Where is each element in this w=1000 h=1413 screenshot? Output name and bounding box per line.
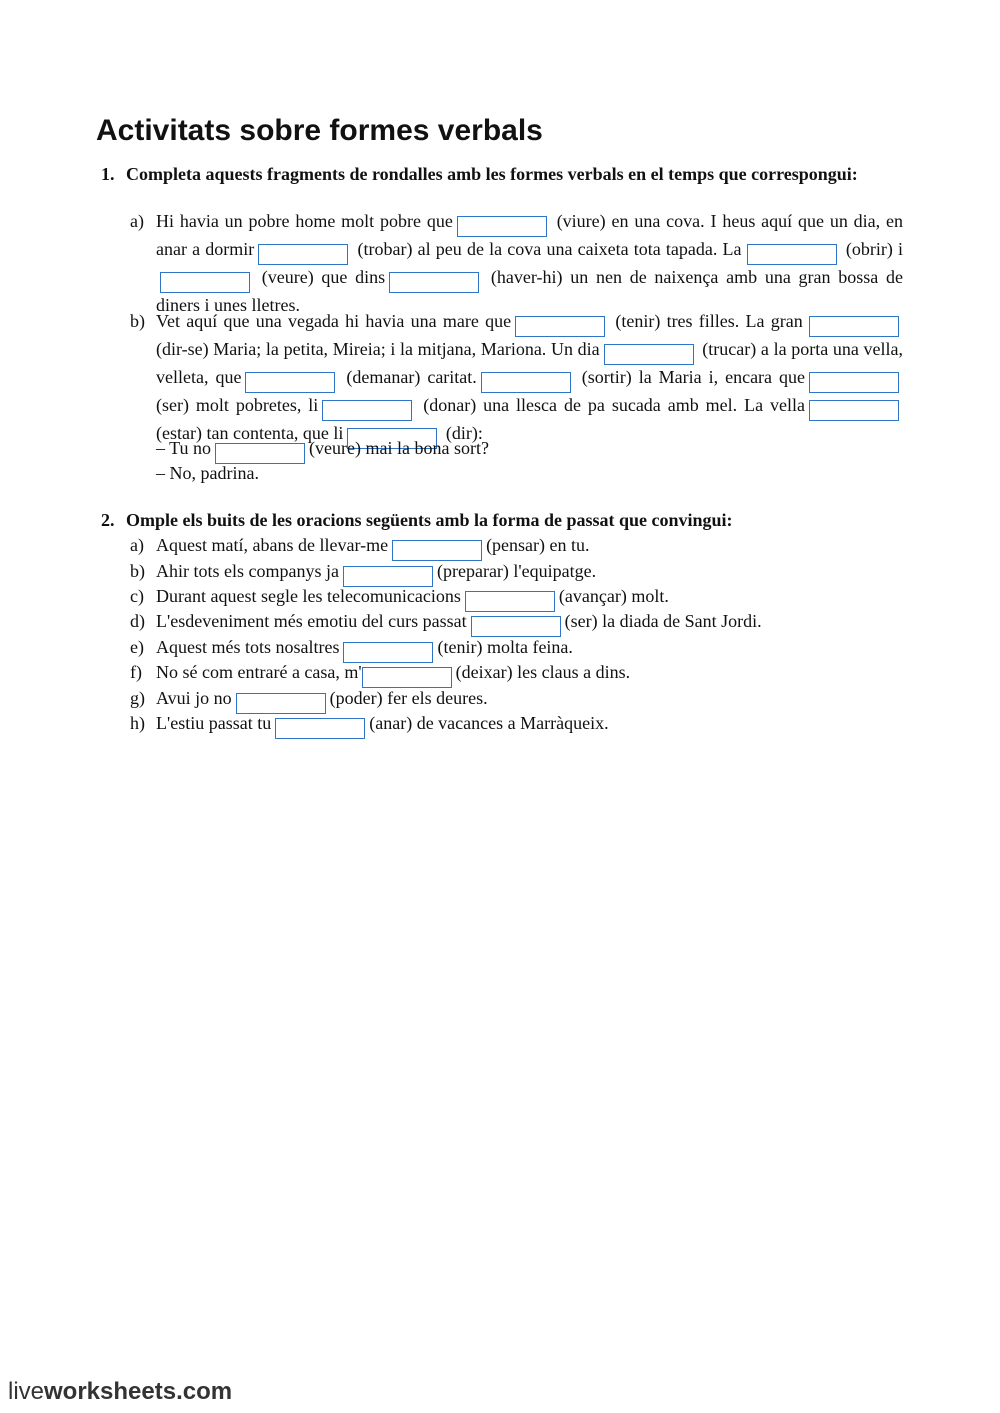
text-segment: (sortir) la Maria i, encara que [581, 367, 805, 387]
item-text [156, 559, 596, 587]
text-segment: Aquest més tots nosaltres [156, 637, 340, 657]
answer-input-2h[interactable] [275, 718, 365, 739]
item-letter: f) [130, 662, 142, 682]
item-letter: a) [130, 535, 144, 555]
item-letter: e) [130, 637, 144, 657]
answer-input-1b-4[interactable] [245, 372, 335, 393]
item-text [156, 686, 488, 714]
logo-bold: worksheets [44, 1378, 177, 1405]
text-segment: (viure) en una cova. I heus aquí que un dia, en anar a dormir [156, 211, 903, 259]
text-segment: (avançar) molt. [558, 586, 669, 606]
answer-input-2f[interactable] [362, 667, 452, 688]
exercise-2-number: 2. [101, 510, 115, 530]
item-letter: b) [130, 561, 145, 581]
dialogue-line-1 [156, 436, 489, 464]
answer-input-2d[interactable] [471, 616, 561, 637]
answer-input-1a-3[interactable] [747, 244, 837, 265]
exercise-1-instruction: Completa aquests fragments de rondalles amb les formes verbals en el temps que correspongui: [126, 164, 858, 184]
item-1b-letter: b) [130, 311, 145, 331]
text-segment: (tenir) tres filles. La gran [615, 311, 803, 331]
item-letter: d) [130, 611, 145, 631]
text-segment: Ahir tots els companys ja [156, 561, 339, 581]
answer-input-1a-4[interactable] [160, 272, 250, 293]
text-segment: (veure) mai la bona sort? [309, 438, 489, 458]
dialogue-line-2: – No, padrina. [156, 463, 259, 483]
item-text [156, 533, 590, 561]
item-text [156, 609, 762, 637]
item-text [156, 711, 609, 739]
text-segment: L'estiu passat tu [156, 713, 272, 733]
text-segment: (dir): [445, 423, 483, 443]
logo-light: live [8, 1378, 45, 1405]
item-text [156, 660, 630, 688]
text-segment: (dir-se) Maria; la petita, Mireia; i la mitjana, Mariona. Un dia [156, 339, 600, 359]
text-segment: (pensar) en tu. [486, 535, 590, 555]
answer-input-1b-2[interactable] [809, 316, 899, 337]
text-segment: (trobar) al peu de la cova una caixeta tota tapada. La [357, 239, 742, 259]
text-segment: (deixar) les claus a dins. [455, 662, 631, 682]
answer-input-1b-6[interactable] [809, 372, 899, 393]
answer-input-1b-7[interactable] [322, 400, 412, 421]
text-segment: (ser) molt pobretes, li [156, 395, 319, 415]
item-text [156, 584, 669, 612]
text-segment: (estar) tan contenta, que li [156, 423, 344, 443]
text-segment: (donar) una llesca de pa sucada amb mel. La vella [423, 395, 805, 415]
item-1a-text [156, 209, 903, 318]
text-segment: (anar) de vacances a Marràqueix. [369, 713, 609, 733]
text-segment: (haver-hi) un nen de naixença amb una gran bossa de diners i unes lletres. [156, 267, 903, 315]
answer-input-1b-1[interactable] [515, 316, 605, 337]
item-1a-letter: a) [130, 211, 144, 231]
exercise-1-number: 1. [101, 164, 115, 184]
liveworksheets-logo [8, 1378, 232, 1406]
text-segment: (poder) fer els deures. [329, 688, 488, 708]
answer-input-1b-3[interactable] [604, 344, 694, 365]
text-segment: L'esdeveniment més emotiu del curs passat [156, 611, 467, 631]
item-letter: c) [130, 586, 144, 606]
text-segment: (obrir) i [845, 239, 904, 259]
answer-input-1b-8[interactable] [809, 400, 899, 421]
text-segment: Durant aquest segle les telecomunicacions [156, 586, 461, 606]
text-segment: – Tu no [156, 438, 212, 458]
text-segment: Hi havia un pobre home molt pobre que [156, 211, 453, 231]
answer-input-1a-5[interactable] [389, 272, 479, 293]
item-1b-text [156, 309, 903, 449]
text-segment: (trucar) a la porta una vella, velleta, que [156, 339, 904, 387]
text-segment: (veure) que dins [261, 267, 386, 287]
text-segment: (preparar) l'equipatge. [436, 561, 597, 581]
text-segment: Aquest matí, abans de llevar-me [156, 535, 389, 555]
page-title: Activitats sobre formes verbals [96, 114, 543, 147]
answer-input-1b-5[interactable] [481, 372, 571, 393]
item-text [156, 635, 573, 663]
answer-input-1a-2[interactable] [258, 244, 348, 265]
answer-input-2a[interactable] [392, 540, 482, 561]
item-letter: h) [130, 713, 145, 733]
answer-input-1a-1[interactable] [457, 216, 547, 237]
text-segment: (ser) la diada de Sant Jordi. [564, 611, 762, 631]
text-segment: Vet aquí que una vegada hi havia una mare que [156, 311, 512, 331]
text-segment: No sé com entraré a casa, m' [156, 662, 362, 682]
logo-suffix: .com [176, 1378, 233, 1405]
text-segment: (tenir) molta feina. [437, 637, 573, 657]
item-letter: g) [130, 688, 145, 708]
exercise-2-instruction: Omple els buits de les oracions següents amb la forma de passat que convingui: [126, 510, 733, 530]
text-segment: Avui jo no [156, 688, 232, 708]
text-segment: (demanar) caritat. [346, 367, 477, 387]
